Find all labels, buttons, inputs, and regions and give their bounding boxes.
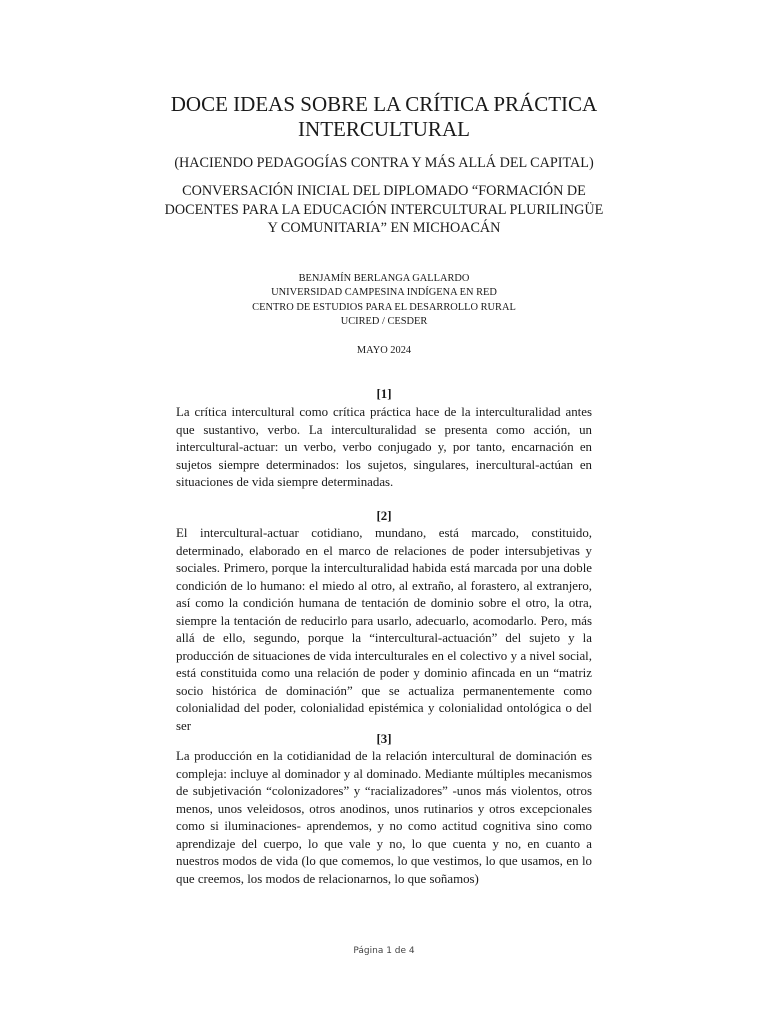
section-number: [2] <box>376 509 392 523</box>
document-title: DOCE IDEAS SOBRE LA CRÍTICA PRÁCTICA INTERCULTURAL <box>170 92 598 141</box>
section-number: [1] <box>376 387 392 401</box>
institution-acronyms: UCIRED / CESDER <box>340 315 428 327</box>
document-subtitle: (HACIENDO PEDAGOGÍAS CONTRA Y MÁS ALLÁ DEL CAPITAL) <box>174 155 594 171</box>
page-number: Página 1 de 4 <box>353 946 415 956</box>
author-byline <box>160 272 608 329</box>
section-paragraph: El intercultural-actuar cotidiano, mundano, está marcado, constituido, determinado, elaborado en el marco de relaciones de poder intersubjetivas y sociales. Primero, porque la interculturalidad habida está marcada por una doble condición de lo humano: el miedo al otro, al extraño, al forastero, al extranjero, así como la condición humana de tentación de dominio sobre el otro, la otra, siempre la tentación de reducirlo para usarlo, adecuarlo, acomodarlo. Pero, más allá de ello, segundo, porque la “intercultural-actuación” del sujeto y la producción de situaciones de vida interculturales en el colectivo y a nivel social, está constituida como una relación de poder y dominio afincada en un “matriz socio histórica de dominación” que se actualiza permanentemente como colonialidad del poder, colonialidad epistémica y colonialidad ontológica o del ser <box>176 526 592 733</box>
section-number: [3] <box>376 732 392 746</box>
section-paragraph: La crítica intercultural como crítica práctica hace de la interculturalidad antes que sustantivo, verbo. La interculturalidad se presenta como acción, un intercultural-actuar: un verbo, verbo conjugado y, por tanto, encarnación en sujetos siempre determinados: los sujetos, singulares, inercultural-actúan en situaciones de vida siempre determinadas. <box>176 405 592 489</box>
publication-date: MAYO 2024 <box>356 345 412 356</box>
institution-name: UNIVERSIDAD CAMPESINA INDÍGENA EN RED <box>271 287 497 299</box>
diploma-context: CONVERSACIÓN INICIAL DEL DIPLOMADO “FORMACIÓN DE DOCENTES PARA LA EDUCACIÓN INTERCULTURAL PLURILINGÜE Y COMUNITARIA” EN MICHOACÁN <box>164 183 604 236</box>
center-name: CENTRO DE ESTUDIOS PARA EL DESARROLLO RURAL <box>252 301 516 313</box>
author-name: BENJAMÍN BERLANGA GALLARDO <box>298 273 470 284</box>
section-paragraph: La producción en la cotidianidad de la relación intercultural de dominación es compleja: incluye al dominador y al dominado. Mediante múltiples mecanismos de subjetivación “colonizadores” y “racializadores” -unos más violentos, otros menos, unos veleidosos, otros anodinos, unos rutinarios y otros excepcionales como si iluminaciones- aprendemos, y no como actitud cognitiva sino como aprendizaje del cuerpo, lo que vale y no, lo que cuenta y no, en cuanto a nuestros modos de vida (lo que comemos, lo que vestimos, lo que usamos, en lo que creemos, los modos de relacionarnos, lo que soñamos) <box>176 749 592 886</box>
